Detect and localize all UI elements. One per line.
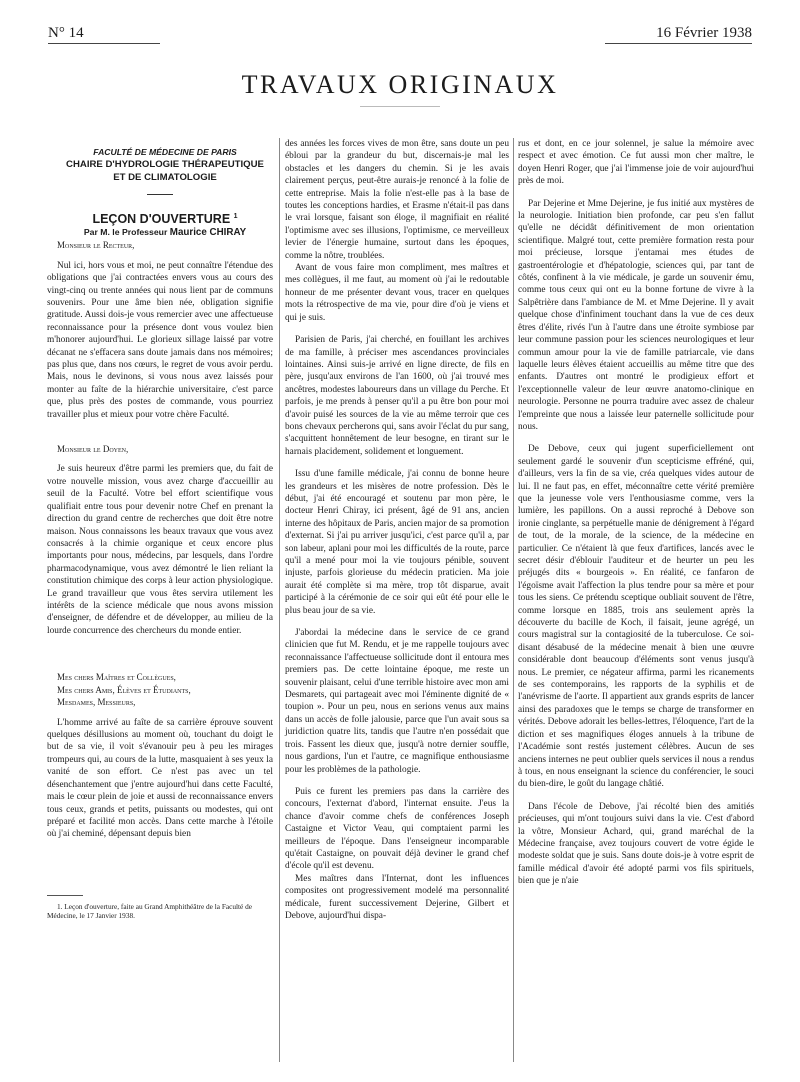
paragraph-col2-7: Mes maîtres dans l'Internat, dont les influences composites ont progressivement modelé ma personnalité médicale, furent successivement Dejerine, Gilbert et Debove, aujourd'hui dispa- [285,873,509,921]
salutation-recteur: Monsieur le Recteur, [57,240,135,251]
paragraph-homme: L'homme arrivé au faîte de sa carrière éprouve souvent quelques désillusions au moment où, touchant du doigt le but de sa vie, il voit s'évanouir peu à peu les mirages trompeurs qui, au cours de la lutte, masquaient à ses yeux la vanité de son effort. Ce n'est pas avec un tel désenchantement que j'entre aujourd'hui dans cette Faculté, mais le cœur plein de joie et aussi de reconnaissance envers tous ceux, grands et petits, puissants ou modestes, qui ont préparé et facilité mon accès. Dans cette marche à l'étoile où j'ai cheminé, dépensant depuis bien [47,717,273,840]
column-2 [285,138,509,922]
column-divider-2 [513,138,514,1062]
title-rule [360,106,440,107]
paragraph-col3-3: De Debove, ceux qui jugent superficiellement ont seulement gardé le souvenir d'un scepticisme effréné, qui, d'ailleurs, vers la fin de sa vie, créa quelques vides autour de lui. Il ne faut pas, en effet, méconnaître cette vérité première que la jeunesse vole vers l'enthousiasme comme, vers la lumière, les papillons. On a aussi reproché à Debove son ironie cinglante, sa perpétuelle manie de dénigrement à l'égard de tout, de la morale, de la science, de la médecine en particulier. Ce n'étaient là que feux d'artifices, lancés avec le secret désir d'éblouir l'auditeur et de heurter un peu les préjugés dits « bourgeois ». En réalité, ce fanfaron de l'égoïsme avait l'affection la plus tendre pour sa mère et pour tous les siens. Ce prétendu sceptique oubliait souvent de l'être, comme lorsque en 1885, trois ans seulement après la découverte du bacille de Koch, il faisait, jeune agrégé, un cours magistral sur la contagiosité de la tuberculose. Ce soi-disant désabusé de la médecine menait à bien une œuvre considérable dont beaucoup d'éléments sont venus jusqu'à nous. Le premier, ce négateur affirma, parmi les ricanements de ses contemporains, les rapports de la syphilis et de l'anévrisme de l'aorte. Il appartient aux grands esprits de lancer ainsi des paradoxes que le temps se charge de transformer en vérités. Debove adorait les belles-lettres, l'éloquence, l'art de la diction et ses magnifiques éloges annuels à la tribune de l'Académie sont restés justement célèbres. Aucun de ses anciens internes ne peut oublier quels services il nous a rendus à tous, en nous enseignant la science du conférencier, le souci du bien-dire, le goût du langage châtié. [518,444,754,790]
column-divider-1 [279,138,280,1062]
footnote-ref: 1 [233,213,238,221]
paragraph-col2-3: Parisien de Paris, j'ai cherché, en fouillant les archives de ma famille, à préciser mes ascendances provinciales lointaines. Ainsi suis-je arrivé en ligne directe, de fils en père, jusqu'aux environs de l'an 1600, où j'ai trouvé mes ancêtres, modestes laboureurs dans un village du Perche. Et parfois, je me prends à penser qu'il a pu être bon pour moi d'avoir puisé les sources de la vie au même terroir que ces bons chevaux percherons qui, sans avoir l'éclat du pur sang, s'acquittent honnêtement de leur besogne, en tirant sur le harnais placidement, solidement et longuement. [285,335,509,457]
running-header [48,20,752,42]
footnote-rule [47,895,83,896]
paragraph-col2-5: J'abordai la médecine dans le service de ce grand clinicien que fut M. Rendu, et je me rappelle toujours avec reconnaissance l'affectueuse sollicitude dont il entoura mes premiers pas. De cette lointaine époque, me reste un souvenir plaisant, celui d'une terrible histoire avec mon ami Desmarets, qui partageait avec moi l'éminente dignité de « toupion ». Pour un peu, nous en serions venus aux mains dans un accès de folle jalousie, parce que l'un avait sous sa juridiction quatre lits, tandis que l'autre n'en possédait que trois. Fassent les dieux que, jusqu'à notre dernier souffle, nous gardions, l'un et l'autre, ce magnifique enthousiasme pour les problèmes de la pathologie. [285,628,509,775]
paragraph-col2-4: Issu d'une famille médicale, j'ai connu de bonne heure les grandeurs et les misères de notre profession. Dès le début, j'ai été encouragé et soutenu par mon père, le docteur Henri Chiray, ici présent, âgé de 91 ans, ancien interne des hôpitaux de Paris, ancien major de sa promotion d'externat. Si j'ai pu arriver jusqu'ici, c'est parce qu'il a, par son labeur, aplani pour moi les difficultés de la route, parce qu'il a mené pour moi la vie toujours pénible, souvent injuste, parfois glorieuse du médecin praticien. Ma joie aurait été complète si ma mère, trop tôt disparue, avait participé à la cérémonie de ce soir qui eût été pour elle le plus beau jour de sa vie. [285,469,509,616]
salutation-audience-3: Mesdames, Messieurs, [57,697,136,708]
paragraph-recteur: Nul ici, hors vous et moi, ne peut connaître l'étendue des obligations que j'ai contractées envers vous au cours des vingt-cinq ou trente années qui nous lient par de communs souvenirs. Pour une âme bien née, obligation signifie gratitude. Aussi dois-je vous remercier avec une affectueuse reconnaissance pour la présence dont vous voulez bien m'honorer aujourd'hui. Le glorieux sillage laissé par votre décanat ne s'effacera sans doute jamais dans nos mémoires; pas plus que, dans nos cœurs, le regret de vous avoir perdu. Mais, nous le devinons, si vous nous avez laissés pour monter au faîte de la hiérarchie universitaire, c'est parce que, plus près des postes de commande, vous pourriez travailler plus et mieux pour votre chère Faculté. [47,260,273,420]
chair-heading-line1: CHAIRE D'HYDROLOGIE THÉRAPEUTIQUE [66,159,264,171]
salutation-audience [57,671,273,709]
faculty-heading: FACULTÉ DE MÉDECINE DE PARIS [93,147,237,157]
byline [47,226,273,239]
footnote: 1. Leçon d'ouverture, faite au Grand Amphithéâtre de la Faculté de Médecine, le 17 Janvier 1938. [47,901,253,921]
salutation-audience-1: Mes chers Maîtres et Collègues, [57,672,176,683]
section-title: TRAVAUX ORIGINAUX [241,70,559,99]
byline-prefix: Par M. le Professeur [83,226,168,237]
issue-number: N° 14 [48,25,84,41]
paragraph-col2-6: Puis ce furent les premiers pas dans la carrière des concours, l'externat d'abord, l'internat ensuite. J'eus la chance d'avoir comme chefs de conférences Joseph Castaigne et Victor Veau, qui comptaient parmi les meilleurs de l'époque. Dans l'enseigneur incomparable qu'était Castaigne, on pouvait déjà deviner le grand chef d'école qu'il est devenu. [285,786,509,872]
article-title [47,211,273,226]
paragraph-col3-2: Par Dejerine et Mme Dejerine, je fus initié aux mystères de la neurologie. Initiation bien profonde, car peu s'en fallut qu'elle ne décidât définitivement de mon orientation scientifique. Malgré tout, cette première formation resta pour moi précieuse, lorsque j'entamai mes études de gastroentérologie et d'hépatologie, sciences qui, par tant de côtés, confinent à la vie médicale, je garde un souvenir ému, comme tous ceux qui ont eu la bonne fortune de vivre à la Salpêtrière dans l'ambiance de M. et Mme Dejerine. Il y avait quelque chose d'infiniment touchant dans la vue de ces deux êtres d'élite, rivés l'un à l'autre dans une étroite symbiose par leur commune passion pour les sciences neurologiques et leur commun amour pour la vie de famille patriarcale, vie dans laquelle leurs élèves étaient accueillis au même titre que des enfants. D'autres ont montré le prodigieux effort et l'exceptionnelle valeur de leur œuvre anatomo-clinique en neurologie. Personne ne pourra traduire avec assez de chaleur l'empreinte que nous a laissée leur paternelle sollicitude pour nous. [518,198,754,432]
heading-rule [147,194,173,195]
article-title-text: LEÇON D'OUVERTURE [92,212,231,227]
chair-heading-line2: ET DE CLIMATOLOGIE [113,172,217,184]
paragraph-doyen: Je suis heureux d'être parmi les premiers que, du fait de votre nouvelle mission, vous avez charge d'accueillir au seuil de la Faculté. Votre bel effort scientifique vous qualifiait entre tous pour devenir notre Chef en prenant la direction du grand centre de recherches que doit être notre maison. Nous connaissons les beaux travaux que vous avez consacrés à la chimie organique et ceux encore plus importants pour nous, médecins, par lesquels, dans l'ordre pharmacodynamique, vous avez démontré le lien reliant la constitution chimique des corps à leur action physiologique. Le grand travailleur que vous êtes servira utilement les intérêts de la science médicale que nous avons mission d'enseigner, de défendre et de développer, au milieu de la lourde concurrence des chercheurs du monde entier. [47,464,273,636]
salutation-audience-2: Mes chers Amis, Élèves et Étudiants, [57,684,191,695]
column-1 [47,146,273,921]
paragraph-col2-2: Avant de vous faire mon compliment, mes maîtres et mes collègues, il me faut, au moment où j'ai le redoutable honneur de me présenter devant vous, tracer en quelques mots la rétrospective de ma vie, pour dire d'où je viens et qui je suis. [285,263,509,323]
header-rule-right [605,43,752,44]
column-3 [518,138,754,888]
salutation-doyen: Monsieur le Doyen, [57,444,129,455]
paragraph-col3-4: Dans l'école de Debove, j'ai récolté bien des amitiés précieuses, qui m'ont toujours suivi dans la vie. C'est d'abord la vôtre, Monsieur Achard, qui, grand maréchal de la Médecine française, avez toujours couvert de votre égide le modeste soldat que je suis. Sans doute dois-je à votre esprit de famille médical d'avoir été adopté parmi vos fils spirituels, bien que je n'aie [518,801,754,887]
header-rule-left [48,43,160,44]
paragraph-col3-1: rus et dont, en ce jour solennel, je salue la mémoire avec respect et avec émotion. Ce fut aussi mon cher maître, le doyen Henri Roger, que j'ai l'immense joie de voir aujourd'hui près de moi. [518,139,754,187]
issue-date: 16 Février 1938 [656,25,752,41]
paragraph-col2-1: des années les forces vives de mon être, sans doute un peu ébloui par la grandeur du but, discernais-je mal les obstacles et les dangers du chemin. Si je les avais clairement perçus, peut-être aurais-je renoncé à la folie de cette entreprise. Mais la folie n'est-elle pas à la base de toutes les conceptions hardies, et Erasme n'était-il pas dans le vrai lorsque, faisant son éloge, il magnifiait en réalité l'optimisme avec ses illusions, l'optimisme, ce merveilleux levier de l'énergie humaine, surtout dans les époques, comme la nôtre, troublées. [285,139,509,261]
author-name: Maurice CHIRAY [169,226,247,238]
